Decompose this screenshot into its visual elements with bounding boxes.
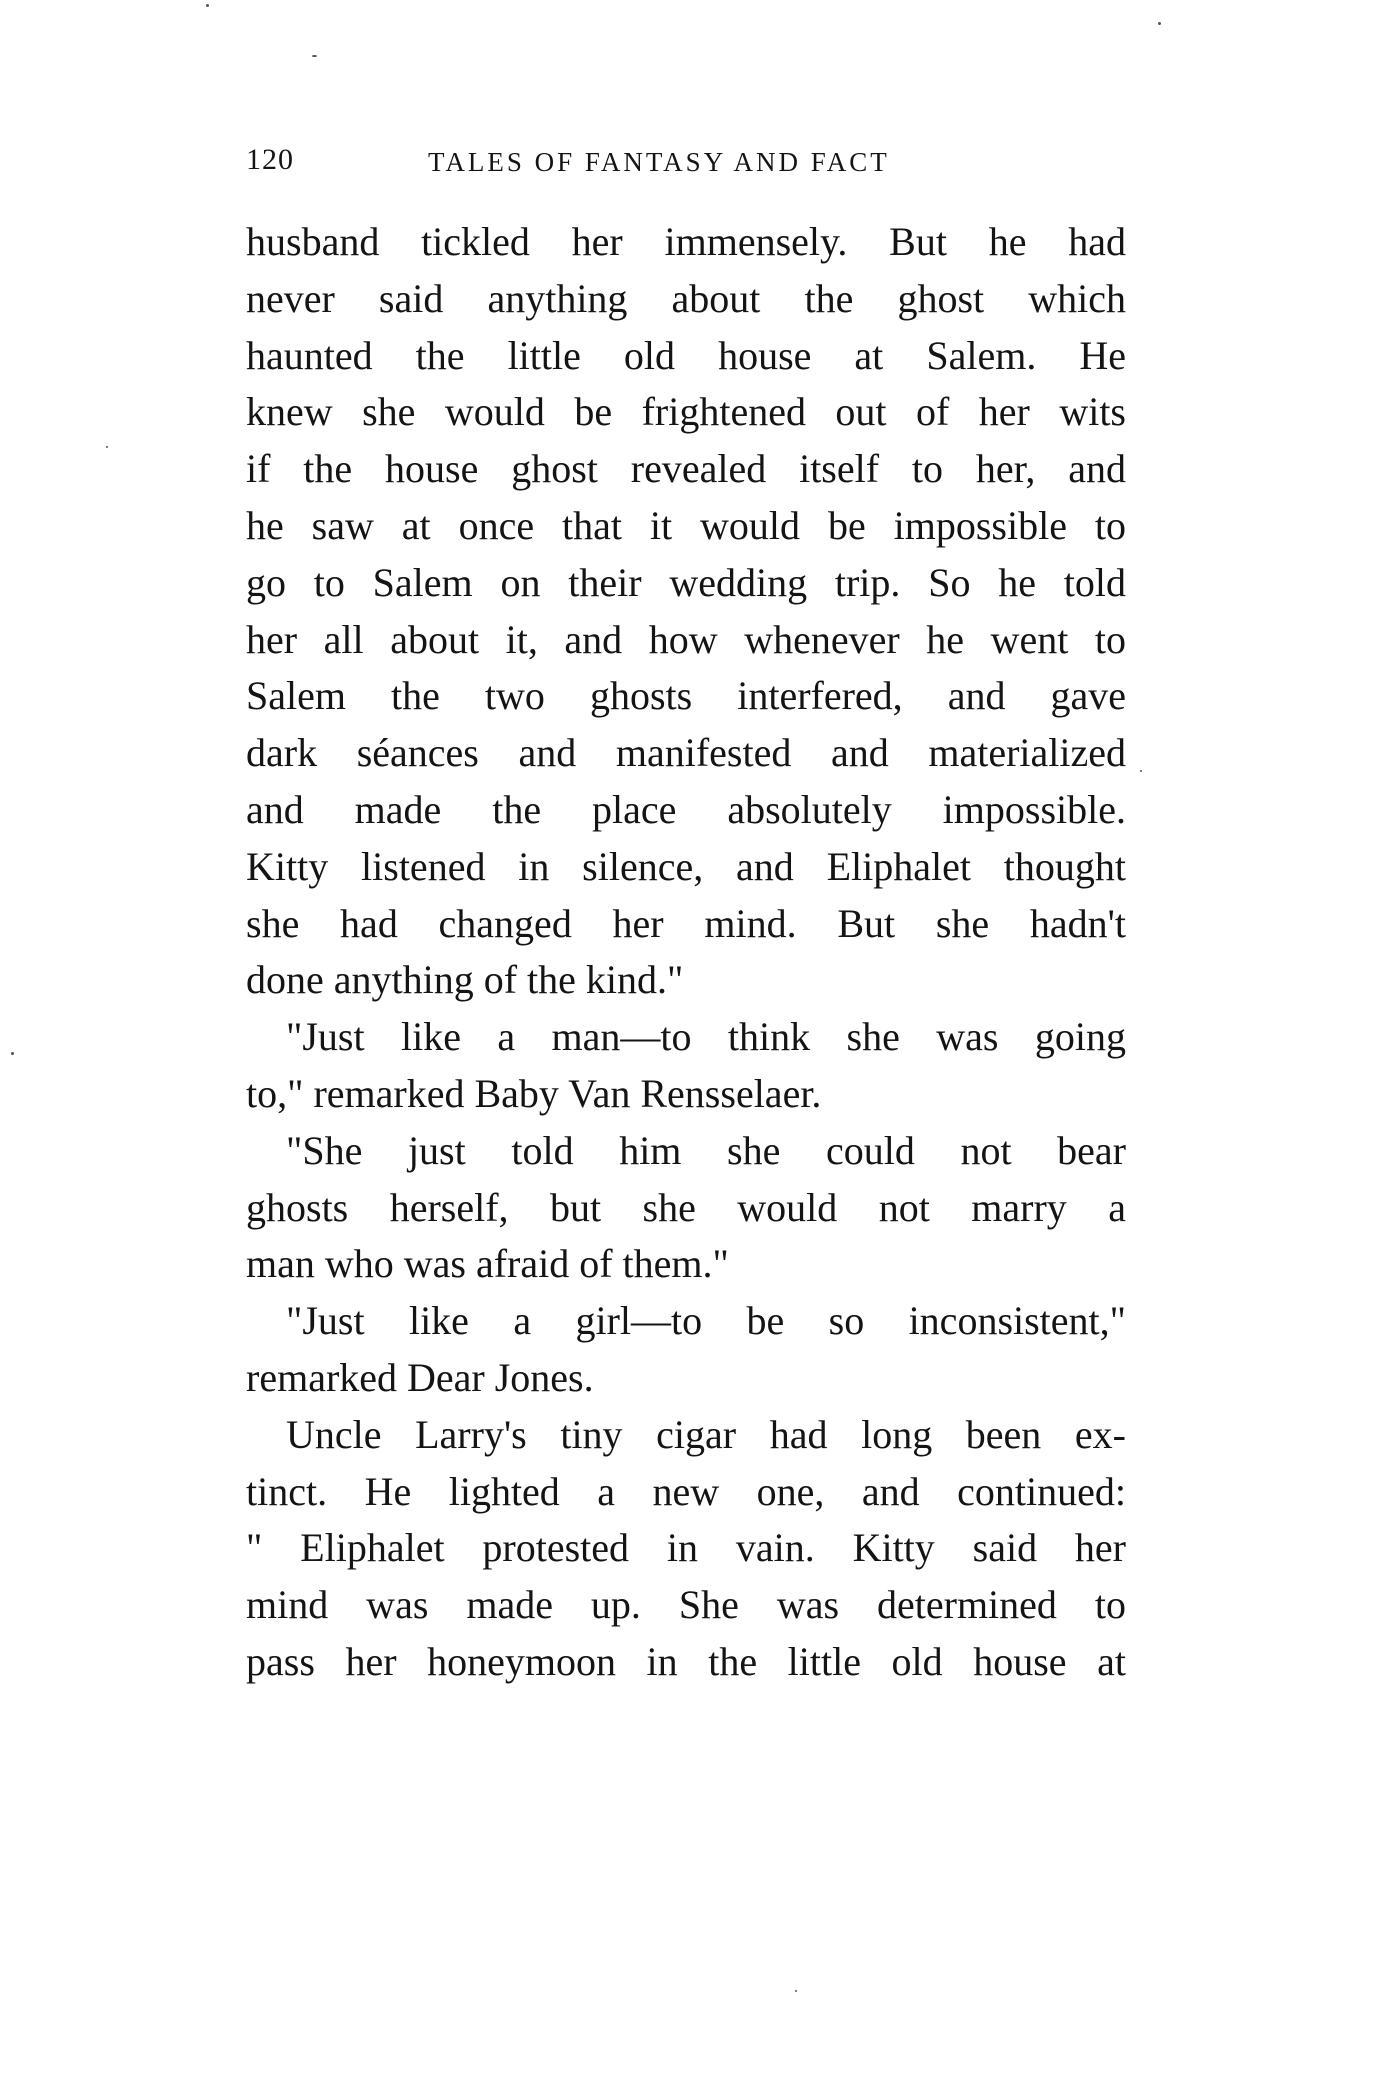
text-line: if the house ghost revealed itself to her, and [246, 446, 1126, 492]
text-line: Salem the two ghosts interfered, and gave [246, 673, 1126, 719]
text-line: go to Salem on their wedding trip. So he told [246, 559, 1126, 605]
text-line: husband tickled her immensely. But he had [246, 219, 1126, 264]
text-line: "Just like a girl—to be so inconsistent," [286, 1298, 1126, 1344]
scan-speck [1140, 770, 1142, 772]
text-line: done anything of the kind." [246, 957, 684, 1003]
text-line: dark séances and manifested and materialized [246, 730, 1126, 776]
text-line: never said anything about the ghost which [246, 275, 1126, 321]
text-line: he saw at once that it would be impossible to [246, 502, 1126, 548]
text-line: knew she would be frightened out of her wits [246, 389, 1126, 435]
text-line: haunted the little old house at Salem. He [246, 332, 1126, 378]
scan-speck [312, 55, 317, 57]
text-line: mind was made up. She was determined to [246, 1582, 1126, 1628]
page-number: 120 [246, 143, 294, 176]
text-line: man who was afraid of them." [246, 1241, 729, 1287]
text-line: remarked Dear Jones. [246, 1354, 594, 1400]
scan-speck [206, 4, 209, 7]
body-text [246, 214, 1126, 1691]
text-line: " Eliphalet protested in vain. Kitty said her [246, 1525, 1126, 1571]
text-line: Uncle Larry's tiny cigar had long been ex- [286, 1411, 1126, 1457]
text-line: "Just like a man—to think she was going [286, 1014, 1126, 1060]
text-line: tinct. He lighted a new one, and continued: [246, 1468, 1126, 1514]
text-line: "She just told him she could not bear [286, 1127, 1126, 1173]
text-line: and made the place absolutely impossible. [246, 786, 1126, 832]
text-line: pass her honeymoon in the little old house at [246, 1638, 1126, 1684]
scan-speck [795, 1990, 797, 1992]
text-line: to," remarked Baby Van Rensselaer. [246, 1070, 822, 1116]
text-line: she had changed her mind. But she hadn't [246, 900, 1126, 946]
scan-speck [1158, 22, 1161, 25]
text-line: Kitty listened in silence, and Eliphalet thought [246, 843, 1126, 889]
text-line: ghosts herself, but she would not marry a [246, 1184, 1126, 1230]
scan-speck [106, 446, 108, 448]
text-line: her all about it, and how whenever he went to [246, 616, 1126, 662]
scan-speck [11, 1052, 14, 1055]
running-title: TALES OF FANTASY AND FACT [428, 147, 890, 177]
running-header [246, 138, 1126, 182]
